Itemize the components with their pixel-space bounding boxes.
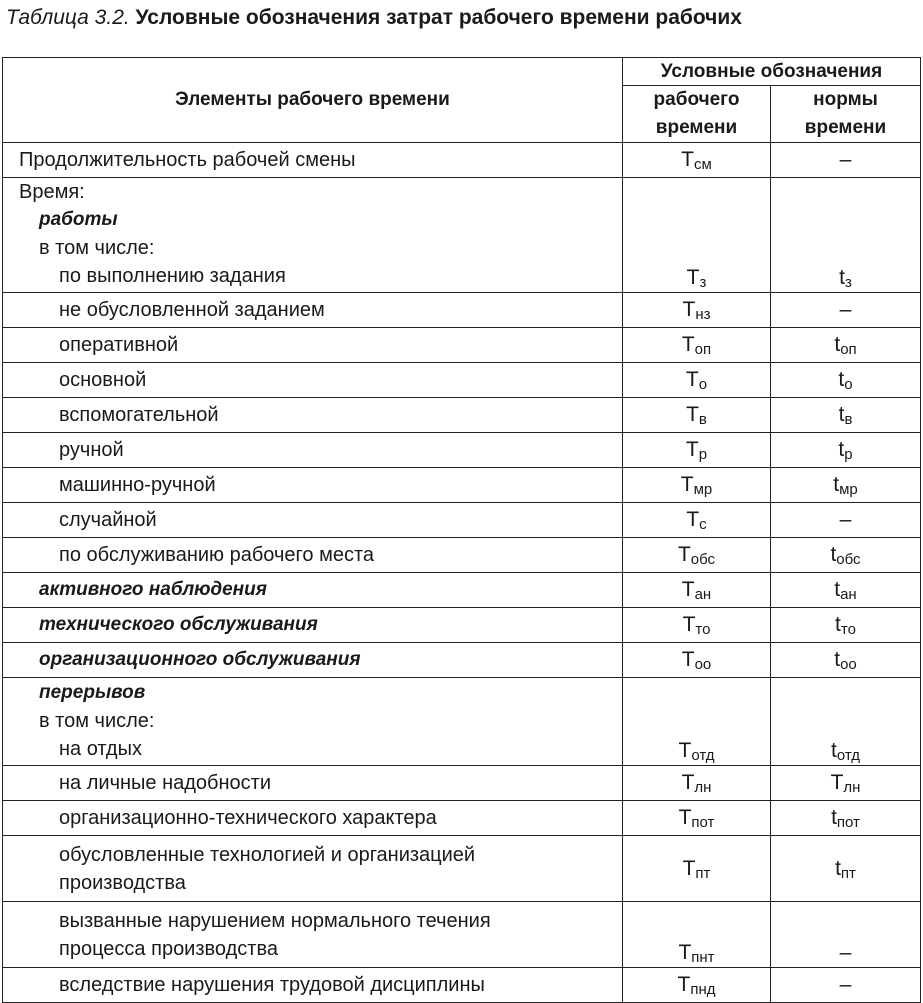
table-row: технического обслуживания $T_{то}$ $t_{то}$ bbox=[3, 608, 921, 643]
table-row: оперативной $T_{оп}$ $t_{оп}$ bbox=[3, 328, 921, 363]
table-row: не обусловленной заданием $T_{нз}$ – bbox=[3, 293, 921, 328]
table-row: машинно-ручной $T_{мр}$ $t_{мр}$ bbox=[3, 468, 921, 503]
table-row: активного наблюдения $T_{ан}$ $t_{ан}$ bbox=[3, 573, 921, 608]
table-row: организационного обслуживания $T_{оо}$ $t_{оо}$ bbox=[3, 643, 921, 678]
header-group: Условные обозначения bbox=[623, 58, 921, 86]
table-row-group-breaks: перерывов в том числе: на отдых $T_{отд}$ $t_{отд}$ bbox=[3, 678, 921, 766]
row-label: по выполнению задания bbox=[59, 265, 286, 287]
caption-title: Условные обозначения затрат рабочего времени рабочих bbox=[135, 6, 742, 29]
group-label-time: Время: bbox=[19, 181, 85, 203]
table-row: по обслуживанию рабочего места $T_{обс}$ $t_{обс}$ bbox=[3, 538, 921, 573]
header-row bbox=[3, 58, 921, 86]
table-caption bbox=[6, 6, 742, 30]
header-norm-time: нормы времени bbox=[771, 86, 921, 143]
header-elements: Элементы рабочего времени bbox=[3, 58, 623, 143]
group-label-including: в том числе: bbox=[39, 237, 155, 259]
table-row: обусловленные технологией и организацией производства $T_{пт}$ $t_{пт}$ bbox=[3, 836, 921, 902]
group-label-work: работы bbox=[39, 209, 118, 230]
header-work-time: рабочего времени bbox=[623, 86, 771, 143]
table-row: случайной $T_с$ – bbox=[3, 503, 921, 538]
group-label-breaks: перерывов bbox=[39, 682, 146, 703]
table-row: вследствие нарушения трудовой дисциплины $T_{пнд}$ – bbox=[3, 968, 921, 1003]
table-row: основной $T_о$ $t_о$ bbox=[3, 363, 921, 398]
table-row: организационно-технического характера $T_{пот}$ $t_{пот}$ bbox=[3, 801, 921, 836]
group-label-including: в том числе: bbox=[39, 710, 155, 732]
symbols-table bbox=[2, 57, 921, 1003]
table-row: вызванные нарушением нормального течения процесса производства $T_{пнт}$ – bbox=[3, 902, 921, 968]
caption-label: Таблица 3.2. bbox=[6, 6, 130, 29]
table-row: вспомогательной $T_в$ $t_в$ bbox=[3, 398, 921, 433]
table-row: на личные надобности $T_{лн}$ $T_{лн}$ bbox=[3, 766, 921, 801]
table-row: Продолжительность рабочей смены $T_{см}$ – bbox=[3, 143, 921, 178]
table-row: ручной $T_р$ $t_р$ bbox=[3, 433, 921, 468]
row-label: на отдых bbox=[59, 738, 142, 760]
table-row-group-work: Время: работы в том числе: по выполнению задания $T_з$ $t_з$ bbox=[3, 178, 921, 293]
